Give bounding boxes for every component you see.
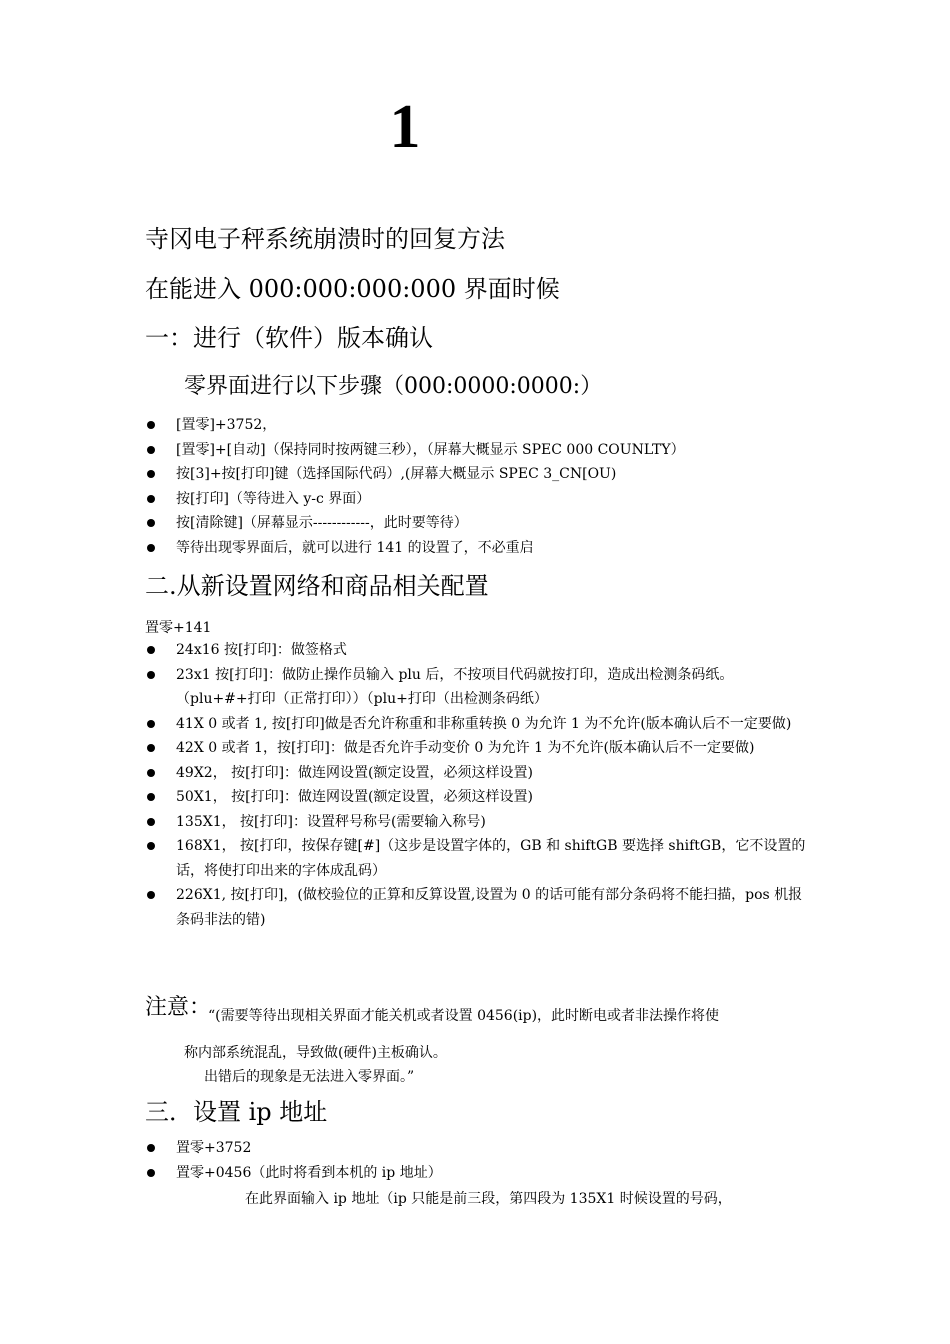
list-item: 置零+3752 (145, 1136, 810, 1161)
section1-step-intro: 零界面进行以下步骤（000:0000:0000:） (184, 374, 603, 399)
document-subtitle: 在能进入 000:000:000:000 界面时候 (145, 275, 560, 303)
list-item: 置零+0456（此时将看到本机的 ip 地址） (145, 1161, 810, 1186)
list-item: 按[3]+按[打印]键（选择国际代码）,(屏幕大概显示 SPEC 3_CN[OU) (145, 462, 810, 487)
list-item: 42X 0 或者 1，按[打印]：做是否允许手动变价 0 为允许 1 为不允许(版本确认后不一定要做) (145, 736, 810, 761)
list-item: 23x1 按[打印]：做防止操作员输入 plu 后，不按项目代码就按打印，造成出检测条码纸。（plu+#+打印（正常打印））（plu+打印（出检测条码纸） (145, 663, 810, 712)
bullet-icon (147, 891, 155, 899)
list-item: 24x16 按[打印]：做签格式 (145, 638, 810, 663)
section1-step-list (145, 413, 810, 560)
list-item: 41X 0 或者 1, 按[打印]做是否允许称重和非称重转换 0 为允许 1 为不允许(版本确认后不一定要做) (145, 712, 810, 737)
list-item: 168X1， 按[打印，按保存键[#]（这步是设置字体的，GB 和 shiftGB 要选择 shiftGB，它不设置的话，将使打印出来的字体成乱码） (145, 834, 810, 883)
list-item: 按[打印]（等待进入 y-c 界面） (145, 487, 810, 512)
document-title: 寺冈电子秤系统崩溃时的回复方法 (145, 225, 505, 253)
list-item: [置零]+3752， (145, 413, 810, 438)
section3-step-list (145, 1136, 810, 1185)
bullet-icon (147, 446, 155, 454)
bullet-icon (147, 671, 155, 679)
list-item: 50X1， 按[打印]：做连网设置(额定设置，必须这样设置) (145, 785, 810, 810)
list-item: 135X1， 按[打印]：设置秤号称号(需要输入称号) (145, 810, 810, 835)
list-item: 等待出现零界面后，就可以进行 141 的设置了，不必重启 (145, 536, 810, 561)
section2-step-list (145, 638, 810, 932)
section2-intro: 置零+141 (145, 620, 212, 636)
note-line-3: 出错后的现象是无法进入零界面。” (204, 1069, 415, 1085)
section2-heading: 二.从新设置网络和商品相关配置 (145, 572, 489, 600)
page-number: 1 (389, 93, 421, 161)
list-item: 49X2， 按[打印]：做连网设置(额定设置，必须这样设置) (145, 761, 810, 786)
bullet-icon (147, 1144, 155, 1152)
bullet-icon (147, 646, 155, 654)
bullet-icon (147, 1169, 155, 1177)
bullet-icon (147, 470, 155, 478)
bullet-icon (147, 421, 155, 429)
bullet-icon (147, 544, 155, 552)
note-line-2: 称内部系统混乱，导致做(硬件)主板确认。 (184, 1045, 447, 1061)
bullet-icon (147, 818, 155, 826)
bullet-icon (147, 744, 155, 752)
note-line-1: “(需要等待出现相关界面才能关机或者设置 0456(ip)，此时断电或者非法操作将使 (208, 1008, 720, 1024)
section3-continuation: 在此界面输入 ip 地址（ip 只能是前三段，第四段为 135X1 时候设置的号码， (245, 1191, 732, 1207)
bullet-icon (147, 495, 155, 503)
list-item: 226X1, 按[打印]，(做校验位的正算和反算设置,设置为 0 的话可能有部分条码将不能扫描，pos 机报条码非法的错) (145, 883, 810, 932)
note-label: 注意： (145, 995, 212, 1020)
bullet-icon (147, 519, 155, 527)
section3-heading: 三．设置 ip 地址 (145, 1098, 328, 1126)
bullet-icon (147, 720, 155, 728)
bullet-icon (147, 793, 155, 801)
bullet-icon (147, 842, 155, 850)
list-item: 按[清除键]（屏幕显示------------，此时要等待） (145, 511, 810, 536)
bullet-icon (147, 769, 155, 777)
list-item: [置零]+[自动]（保持同时按两键三秒），（屏幕大概显示 SPEC 000 COUNLTY） (145, 438, 810, 463)
section1-heading: 一：进行（软件）版本确认 (145, 324, 433, 352)
